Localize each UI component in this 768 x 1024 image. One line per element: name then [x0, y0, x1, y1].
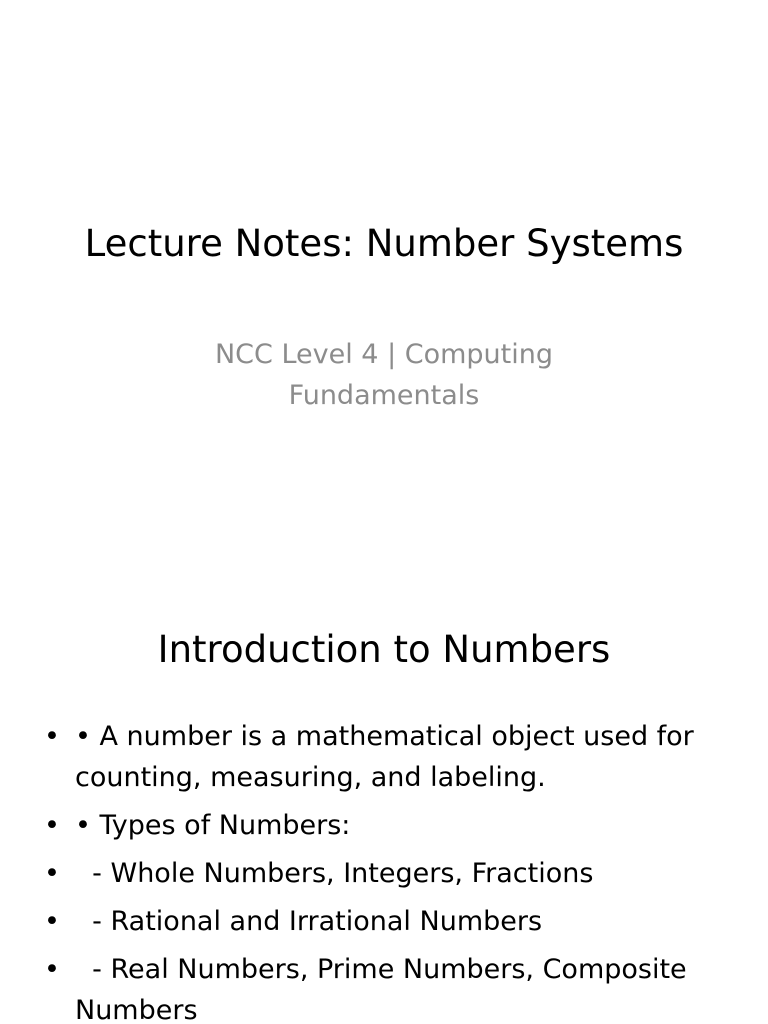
bullet-text: - Whole Numbers, Integers, Fractions	[75, 858, 594, 889]
slide-title: Lecture Notes: Number Systems	[84, 222, 684, 265]
section-title: Introduction to Numbers	[157, 628, 611, 671]
bullet-dot-icon: •	[44, 721, 60, 752]
bullet-text: • A number is a mathematical object used for counting, measuring, and labeling.	[75, 721, 694, 793]
bullet-item	[0, 805, 768, 846]
bullet-text: - Real Numbers, Prime Numbers, Composite Numbers	[75, 954, 696, 1024]
slide-subtitle	[184, 334, 584, 416]
bullet-text: • Types of Numbers:	[75, 810, 351, 841]
bullet-item	[0, 716, 768, 798]
bullet-list	[0, 716, 768, 1024]
bullet-dot-icon: •	[44, 858, 60, 889]
subtitle-line-2: Fundamentals	[288, 380, 480, 411]
bullet-item	[0, 901, 768, 942]
bullet-text: - Rational and Irrational Numbers	[75, 906, 543, 937]
bullet-dot-icon: •	[44, 810, 60, 841]
bullet-item	[0, 853, 768, 894]
subtitle-line-1: NCC Level 4 | Computing	[214, 339, 554, 370]
bullet-item	[0, 949, 768, 1024]
bullet-dot-icon: •	[44, 906, 60, 937]
bullet-dot-icon: •	[44, 954, 60, 985]
